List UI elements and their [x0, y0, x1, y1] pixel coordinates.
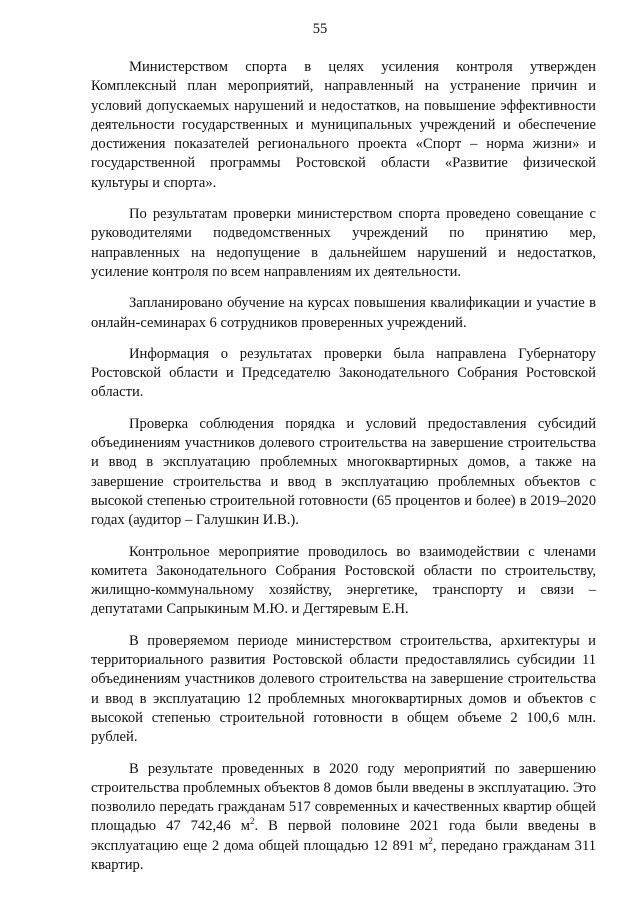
paragraph: [91, 760, 596, 876]
paragraph: Министерством спорта в целях усиления контроля утвержден Комплексный план мероприятий, направленный на устранение причин и условий допускаемых нарушений и недостатков, на повышение эффективности деятельности государственных и муниципальных учреждений и обеспечение достижения показателей регионального проекта «Спорт – норма жизни» и государственной программы Ростовской области «Развитие физической культуры и спорта».: [91, 59, 596, 191]
paragraph: Запланировано обучение на курсах повышения квалификации и участие в онлайн-семинарах 6 сотрудников проверенных учреждений.: [91, 295, 596, 331]
superscript: 2: [428, 835, 433, 846]
superscript: 2: [250, 816, 255, 827]
paragraph-text: . В первой половине 2021 года были введены в эксплуатацию еще 2 дома общей площадью 12 891 м: [91, 818, 596, 854]
page-number: 55: [312, 21, 328, 37]
paragraph: По результатам проверки министерством спорта проведено совещание с руководителями подведомственных учреждений по принятию мер, направленных на недопущение в дальнейшем нарушений и недостатков, усиление контроля по всем направлениям их деятельности.: [91, 206, 596, 280]
paragraph: Контрольное мероприятие проводилось во взаимодействии с членами комитета Законодательного Собрания Ростовской области по строительству, жилищно-коммунальному хозяйству, энергетике, транспорту и связи – депутатами Сапрыкиным М.Ю. и Дегтяревым Е.Н.: [91, 543, 596, 618]
paragraph-text: , передано гражданам 311 квартир.: [91, 837, 596, 873]
paragraph-text: В результате проведенных в 2020 году мероприятий по завершению строительства проблемных объектов 8 домов были введены в эксплуатацию. Это позволило передать гражданам 517 современных и качественных квартир общей площадью 47 742,46 м: [91, 760, 596, 835]
paragraph: Проверка соблюдения порядка и условий предоставления субсидий объединениям участников долевого строительства на завершение строительства и ввод в эксплуатацию проблемных многоквартирных домов, а также на завершение строительства и ввод в эксплуатацию проблемных объектов с высокой степенью строительной готовности (65 процентов и более) в 2019–2020 годах (аудитор – Галушкин И.В.).: [91, 415, 596, 529]
paragraph: Информация о результатах проверки была направлена Губернатору Ростовской области и Председателю Законодательного Собрания Ростовской области.: [91, 345, 596, 401]
document-body: [91, 58, 596, 887]
paragraph: В проверяемом периоде министерством строительства, архитектуры и территориального развития Ростовской области предоставлялись субсидии 11 объединениям участников долевого строительства на завершение строительства и ввод в эксплуатацию 12 проблемных многоквартирных домов и объектов с высокой степенью строительной готовности в общем объеме 2 100,6 млн. рублей.: [91, 632, 596, 746]
